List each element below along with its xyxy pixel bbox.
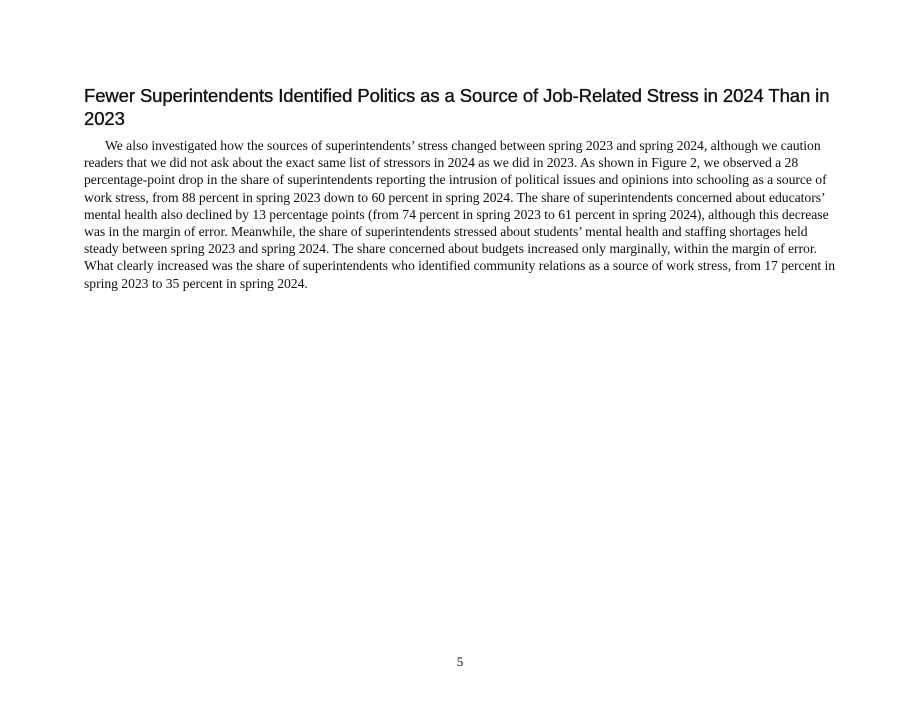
body-paragraph: We also investigated how the sources of superintendents’ stress changed between spring 2023 and spring 2024, although we caution readers that we did not ask about the exact same list of stressors in 2024 as we did in 2023. As shown in Figure 2, we observed a 28 percentage-point drop in the share of superintendents reporting the intrusion of political issues and opinions into schooling as a source of work stress, from 88 percent in spring 2023 down to 60 percent in spring 2024. The share of superintendents concerned about educators’ mental health also declined by 13 percentage points (from 74 percent in spring 2023 to 61 percent in spring 2024), although this decrease was in the margin of error. Meanwhile, the share of superintendents stressed about students’ mental health and staffing shortages held steady between spring 2023 and spring 2024. The share concerned about budgets increased only marginally, within the margin of error. What clearly increased was the share of superintendents who identified community relations as a source of work stress, from 17 percent in spring 2023 to 35 percent in spring 2024. [84,138,836,291]
section-heading: Fewer Superintendents Identified Politics as a Source of Job-Related Stress in 2024 Than in 2023 [84,85,830,129]
page-number: 5 [456,654,464,669]
